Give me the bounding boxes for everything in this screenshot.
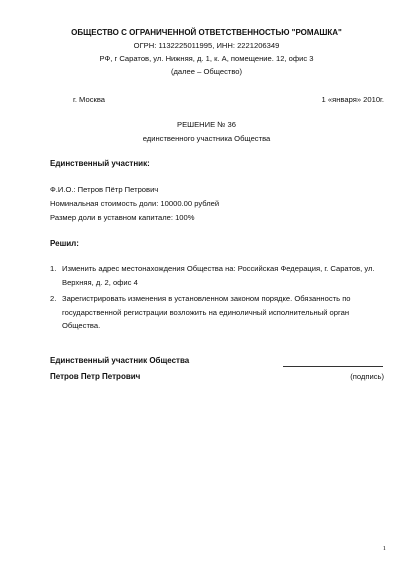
page-number: 1 [382,545,386,552]
list-item-line: Изменить адрес местонахождения Общества на: Российская Федерация, г. Саратов, ул. [62,264,375,273]
list-item-number: 2. [50,294,57,303]
date: 1 «января» 2010г. [321,95,384,104]
signature-caption: (подпись) [350,372,384,381]
company-address: РФ, г Саратов, ул. Нижняя, д. 1, к. А, помещение. 12, офис 3 [99,54,314,63]
company-alias: (далее – Общество) [170,67,243,76]
place: г. Москва [73,95,105,104]
resolved-heading: Решил: [50,239,79,248]
decision-title: РЕШЕНИЕ № 36 [177,120,236,129]
company-name: ОБЩЕСТВО С ОГРАНИЧЕННОЙ ОТВЕТСТВЕННОСТЬЮ "РОМАШКА" [71,28,342,37]
list-item-line: Зарегистрировать изменения в установленном законом порядке. Обязанность по [62,294,351,303]
list-item-line: Верхняя, д. 2, офис 4 [62,277,138,287]
participant-share-size: Размер доли в уставном капитале: 100% [50,213,195,222]
list-item-line: Общества. [62,321,101,330]
list-item [50,292,390,333]
participant-heading: Единственный участник: [50,159,150,168]
decision-subtitle: единственного участника Общества [142,134,271,143]
list-item-number: 1. [50,264,57,273]
signature-name: Петров Петр Петрович [50,372,141,381]
participant-name: Ф.И.О.: Петров Пётр Петрович [50,185,159,194]
company-registry: ОГРН: 1132225011995, ИНН: 2221206349 [133,41,280,50]
signature-line [283,366,383,367]
list-item-line: государственной регистрации возложить на единоличный исполнительный орган [62,307,350,317]
list-item [50,262,390,289]
participant-nominal-value: Номинальная стоимость доли: 10000.00 рублей [50,199,220,208]
signature-role: Единственный участник Общества [50,356,190,365]
decision-list [50,262,390,333]
